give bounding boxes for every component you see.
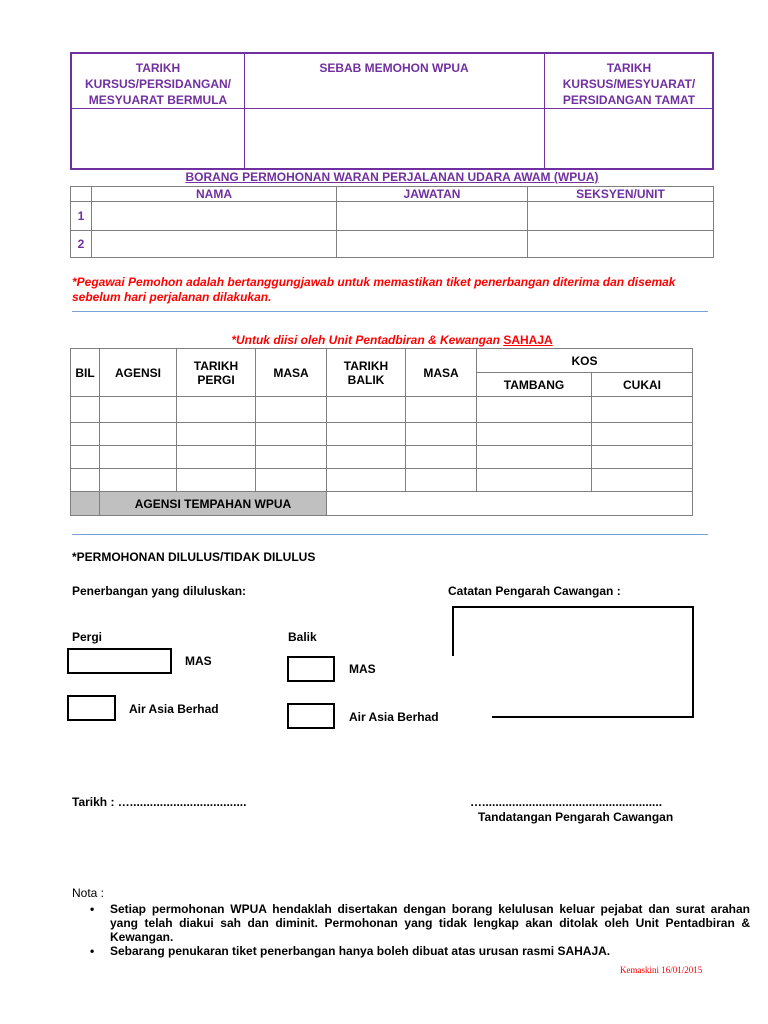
cell[interactable] — [592, 446, 693, 469]
depart-label: Pergi — [72, 630, 103, 644]
separator-line — [72, 311, 708, 312]
section-cell[interactable] — [528, 231, 714, 258]
cell[interactable] — [406, 469, 477, 492]
name-header: NAMA — [92, 187, 337, 202]
row-divider — [72, 108, 712, 109]
cell[interactable] — [71, 423, 100, 446]
date-reason-table — [70, 52, 714, 170]
agency-header: AGENSI — [100, 349, 177, 397]
signature-line[interactable]: …...................................................... — [470, 795, 663, 809]
director-note-label: Catatan Pengarah Cawangan : — [448, 584, 621, 598]
cell[interactable] — [100, 423, 177, 446]
table-header-row — [71, 187, 714, 202]
end-date-field[interactable] — [546, 110, 712, 166]
row-number: 2 — [71, 231, 92, 258]
cell[interactable] — [592, 397, 693, 423]
list-item: • Setiap permohonan WPUA hendaklah disertakan dengan borang kelulusan keluar pejabat dan surat arahan yang telah diakui sah dan diminit. Permohonan yang tidak lengkap akan ditolak oleh Unit Pentadbiran & Kewangan. — [110, 902, 750, 944]
table-row — [71, 397, 693, 423]
table-row — [71, 446, 693, 469]
form-title: BORANG PERMOHONAN WARAN PERJALANAN UDARA AWAM (WPUA) — [185, 170, 599, 184]
admin-title-emphasis: SAHAJA — [503, 333, 553, 347]
cell[interactable] — [71, 397, 100, 423]
cell[interactable] — [100, 397, 177, 423]
cell[interactable] — [256, 469, 327, 492]
signature-label: Tandatangan Pengarah Cawangan — [478, 810, 674, 824]
cell[interactable] — [256, 446, 327, 469]
cell[interactable] — [592, 469, 693, 492]
depart-airasia-checkbox[interactable] — [67, 695, 116, 721]
cell[interactable] — [477, 469, 592, 492]
cell[interactable] — [71, 469, 100, 492]
shaded-cell — [71, 492, 100, 516]
cell[interactable] — [477, 397, 592, 423]
list-item: • Sebarang penukaran tiket penerbangan hanya boleh dibuat atas urusan rasmi SAHAJA. — [110, 944, 750, 958]
position-cell[interactable] — [337, 202, 528, 231]
row-number: 1 — [71, 202, 92, 231]
agency-booking-field[interactable] — [327, 492, 693, 516]
table-row — [71, 423, 693, 446]
start-date-field[interactable] — [74, 110, 242, 166]
admin-section-title — [70, 333, 714, 347]
cell[interactable] — [327, 469, 406, 492]
cell[interactable] — [256, 423, 327, 446]
number-header — [71, 187, 92, 202]
booking-table — [70, 348, 693, 516]
agency-booking-label: AGENSI TEMPAHAN WPUA — [100, 492, 327, 516]
return-time-header: MASA — [406, 349, 477, 397]
reason-field[interactable] — [246, 110, 542, 166]
name-cell[interactable] — [92, 202, 337, 231]
cell[interactable] — [177, 469, 256, 492]
updated-date: Kemaskini 16/01/2015 — [620, 965, 703, 975]
fare-header: TAMBANG — [477, 373, 592, 397]
return-date-header: TARIKH BALIK — [327, 349, 406, 397]
cell[interactable] — [71, 446, 100, 469]
return-label: Balik — [288, 630, 317, 644]
table-header-row — [71, 349, 693, 373]
depart-time-header: MASA — [256, 349, 327, 397]
box-border-right — [692, 606, 694, 718]
separator-line — [72, 534, 708, 535]
date-field[interactable]: Tarikh : …................................... — [72, 795, 247, 809]
director-note-box[interactable] — [452, 606, 694, 718]
return-airasia-checkbox[interactable] — [287, 703, 335, 729]
return-mas-checkbox[interactable] — [287, 656, 335, 682]
cell[interactable] — [256, 397, 327, 423]
applicant-table — [70, 186, 714, 258]
bil-header: BIL — [71, 349, 100, 397]
position-cell[interactable] — [337, 231, 528, 258]
name-cell[interactable] — [92, 231, 337, 258]
depart-airasia-label: Air Asia Berhad — [129, 702, 219, 716]
cell[interactable] — [100, 469, 177, 492]
cell[interactable] — [177, 423, 256, 446]
reason-header: SEBAB MEMOHON WPUA — [319, 61, 469, 75]
agency-booking-row — [71, 492, 693, 516]
cell[interactable] — [327, 423, 406, 446]
table-row — [71, 202, 714, 231]
table-row — [71, 469, 693, 492]
depart-date-header: TARIKH PERGI — [177, 349, 256, 397]
notes-list — [72, 902, 750, 958]
position-header: JAWATAN — [337, 187, 528, 202]
depart-mas-checkbox[interactable] — [67, 648, 172, 674]
cell[interactable] — [177, 446, 256, 469]
cell[interactable] — [406, 423, 477, 446]
cost-header: KOS — [477, 349, 693, 373]
end-date-header: TARIKH KURSUS/MESYUARAT/ PERSIDANGAN TAMAT — [562, 61, 696, 107]
cell[interactable] — [477, 446, 592, 469]
cell[interactable] — [592, 423, 693, 446]
start-date-header: TARIKH KURSUS/PERSIDANGAN/ MESYUARAT BERMULA — [84, 61, 231, 107]
cell[interactable] — [327, 446, 406, 469]
cell[interactable] — [406, 397, 477, 423]
box-border-top — [452, 606, 694, 608]
cell[interactable] — [477, 423, 592, 446]
approval-heading: *PERMOHONAN DILULUS/TIDAK DILULUS — [72, 550, 316, 564]
cell[interactable] — [327, 397, 406, 423]
table-row — [71, 231, 714, 258]
box-border-left — [452, 606, 454, 656]
applicant-warning: *Pegawai Pemohon adalah bertanggungjawab untuk memastikan tiket penerbangan diterima dan disemak sebelum hari perjalanan dilakukan. — [72, 275, 676, 304]
section-cell[interactable] — [528, 202, 714, 231]
section-header: SEKSYEN/UNIT — [528, 187, 714, 202]
box-border-bottom — [492, 716, 694, 718]
admin-title-prefix: *Untuk diisi oleh Unit Pentadbiran & Kewangan — [231, 333, 504, 347]
return-mas-label: MAS — [349, 662, 376, 676]
cell[interactable] — [177, 397, 256, 423]
return-airasia-label: Air Asia Berhad — [349, 710, 439, 724]
tax-header: CUKAI — [592, 373, 693, 397]
notes-heading: Nota : — [72, 886, 105, 900]
approved-flights-label: Penerbangan yang diluluskan: — [72, 584, 247, 598]
depart-mas-label: MAS — [185, 654, 212, 668]
cell[interactable] — [406, 446, 477, 469]
cell[interactable] — [100, 446, 177, 469]
